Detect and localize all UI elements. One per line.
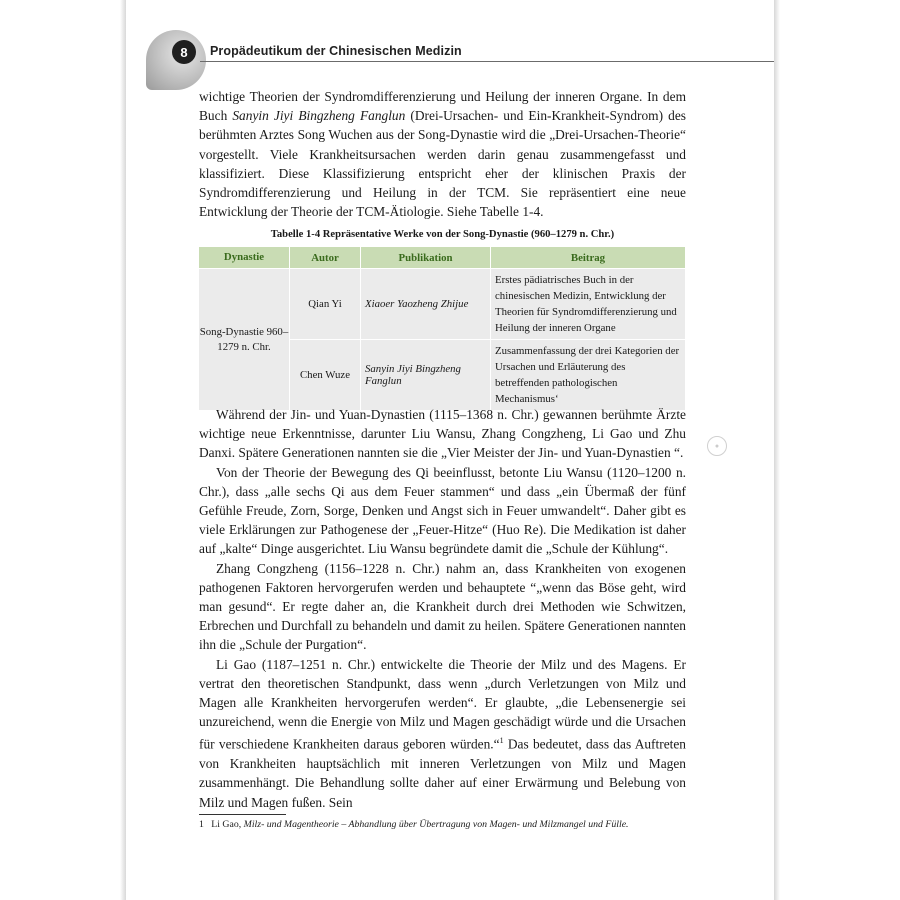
contribution-cell: Erstes pädiatrisches Buch in der chinesischen Medizin, Entwicklung der Theorien für Syndromdifferenzierung und Heilung der inneren Organe: [491, 269, 686, 340]
running-header-title: Propädeutikum der Chinesischen Medizin: [210, 44, 462, 58]
body-text: [199, 405, 686, 812]
dynasty-cell: Song-Dynastie 960–1279 n. Chr.: [199, 269, 290, 411]
author-cell: Qian Yi: [290, 269, 361, 340]
footnote-author: Li Gao,: [211, 819, 244, 830]
table-caption: Tabelle 1-4 Repräsentative Werke von der Song-Dynastie (960–1279 n. Chr.): [270, 229, 615, 240]
page-shadow-right: [774, 0, 780, 900]
works-table: [199, 247, 686, 410]
outer-margin-right: [774, 0, 900, 900]
li-gao-text-tail: Das bedeutet, dass das Auftreten von Krankheiten hauptsächlich mit inneren Verletzungen von Milz und Magen zusammenhängt. Die Behandlung sollte daher auf einer Erwärmung und Belebung von Milz und Magen fußen. Sein: [199, 736, 687, 810]
li-gao-text: Li Gao (1187–1251 n. Chr.) entwickelte die Theorie der Milz und des Magens. Er vertrat den theoretischen Standpunkt, dass wenn „durch Verletzungen von Milz und Magen alle Krankheiten hervorgerufen werden“. Er glaubte, „die Lebensenergie sei unzureichend, wenn die Energie von Milz und Magen geschädigt würde und die Ursachen für verschiedene Krankheiten daraus geboren würden.“: [199, 656, 686, 752]
para1-text-a: wichtige Theorien der Syndromdifferenzierung und Heilung der inneren Organe. In dem Buch: [199, 89, 686, 124]
footnote-rule: [199, 814, 286, 815]
table-header-row: [199, 247, 686, 269]
col-header-publication: Publikation: [361, 247, 491, 269]
col-header-dynasty: Dynastie: [199, 247, 290, 269]
publication-cell: Xiaoer Yaozheng Zhijue: [361, 269, 491, 340]
author-cell: Chen Wuze: [290, 340, 361, 411]
paragraph-jin-yuan: Während der Jin- und Yuan-Dynastien (1115–1368 n. Chr.) gewannen berühmte Ärzte wichtige neue Erkenntnisse, darunter Liu Wansu, Zhang Congzheng, Li Gao und Zhu Danxi. Spätere Generationen nannten sie die „Vier Meister der Jin- und Yuan-Dynastien “.: [199, 407, 686, 461]
paragraph-liu-wansu: Von der Theorie der Bewegung des Qi beeinflusst, betonte Liu Wansu (1120–1200 n. Chr.), dass „alle sechs Qi aus dem Feuer stammen“ und dass „ein Übermaß der fünf Gefühle Freude, Zorn, Sorge, Denken und Angst sich in Feuer umwandelt“. Daher gibt es viele Erklärungen zur Pathogenese der „Feuer-Hitze“ (Huo Re). Die Medikation ist daher auf „kalte“ Dinge ausgerichtet. Liu Wansu begründete damit die „Schule der Kühlung“.: [199, 464, 686, 557]
footnote-number: 1: [199, 819, 204, 830]
para1-text-b: (Drei-Ursachen- und Ein-Krankheit-Syndrom) des berühmten Arztes Song Wuchen aus der Song-Dynastie wird die „Drei-Ursachen-Theorie“ vorgestellt. Viele Krankheitsursachen werden darin genau zusammengefasst und klassifiziert. Diese Klassifizierung entspricht eher der klinischen Praxis der Syndromdifferenzierung und Heilung in der TCM. Sie repräsentiert eine neue Entwicklung der Theorie der TCM-Ätiologie. Siehe Tabelle 1-4.: [199, 108, 686, 220]
publication-cell: Sanyin Jiyi Bingzheng Fanglun: [361, 340, 491, 411]
footnote-ref[interactable]: 1: [499, 736, 504, 746]
outer-margin-left: [0, 0, 126, 900]
intro-paragraph: [199, 87, 686, 221]
paragraph-li-gao: [199, 655, 686, 812]
table-row: [199, 269, 686, 340]
header-rule: [200, 61, 774, 62]
contribution-cell: Zusammenfassung der drei Kategorien der Ursachen und Erläuterung des betreffenden pathologischen Mechanismus‘: [491, 340, 686, 411]
footnote: [199, 819, 629, 830]
paragraph-1: [199, 87, 686, 221]
paragraph-zhang-congzheng: Zhang Congzheng (1156–1228 n. Chr.) nahm an, dass Krankheiten von exogenen pathogenen Faktoren hervorgerufen werden und behauptete “„wenn das Böse geht, wird man gesund“. Er regte daher an, die Krankheit durch drei Methoden wie Schwitzen, Erbrechen und Durchfall zu behandeln und damit zu heilen. Spätere Generationen nannten ihn die „Schule der Purgation“.: [199, 560, 686, 653]
col-header-contribution: Beitrag: [491, 247, 686, 269]
col-header-author: Autor: [290, 247, 361, 269]
book-title-italic: Sanyin Jiyi Bingzheng Fanglun: [232, 108, 406, 124]
page-number-badge: 8: [172, 40, 196, 64]
watermark-seal: ●: [707, 436, 727, 456]
footnote-title: Milz- und Magentheorie – Abhandlung über Übertragung von Magen- und Milzmangel und Fülle.: [243, 819, 629, 830]
